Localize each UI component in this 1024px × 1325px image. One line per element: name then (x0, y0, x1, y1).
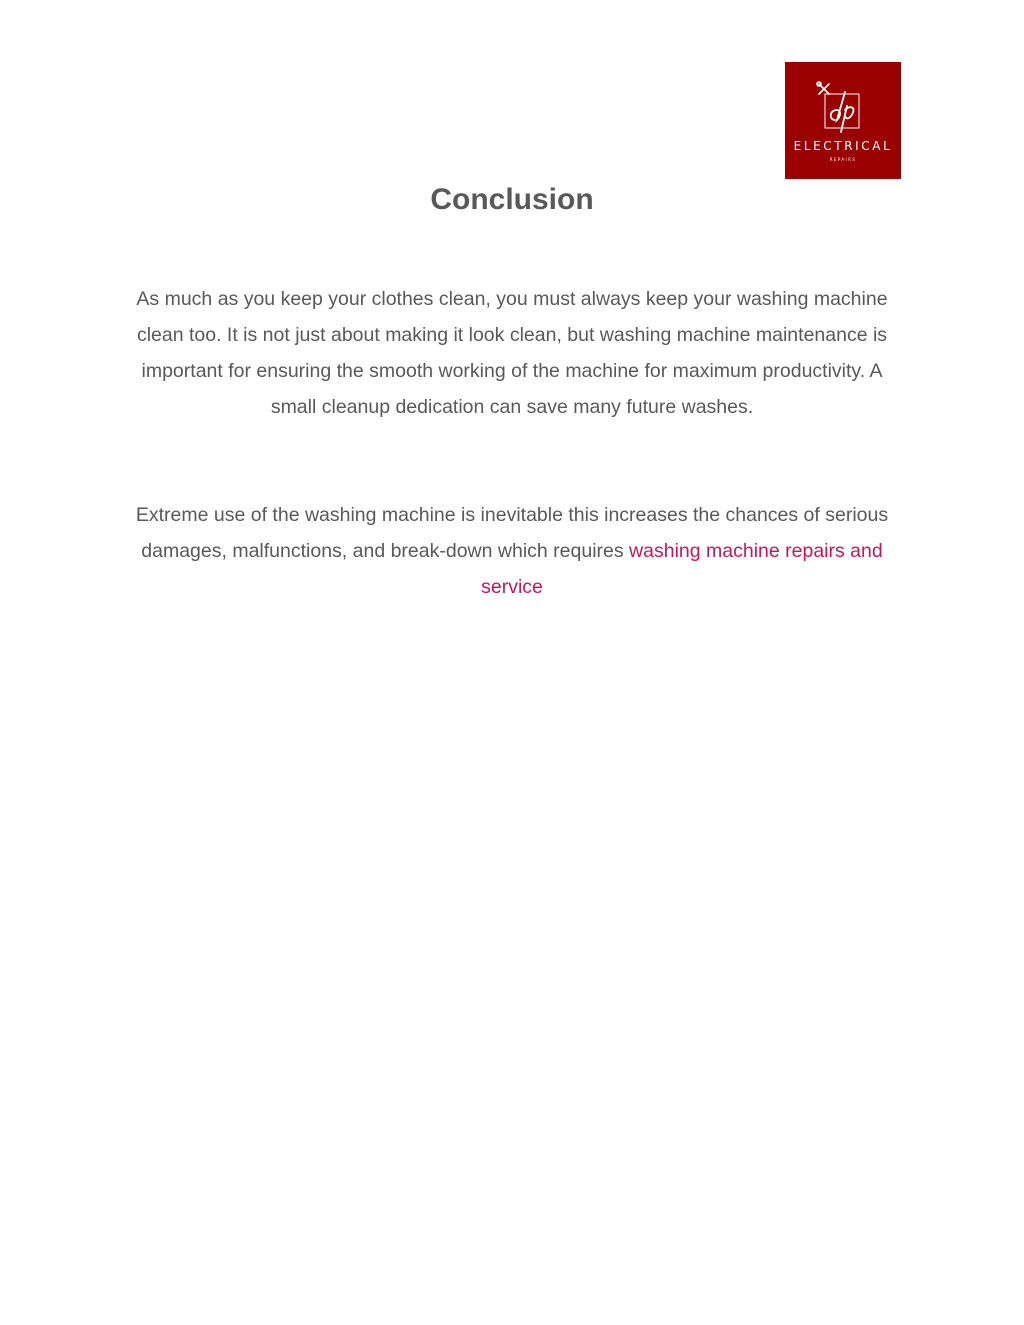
paragraph-repairs (120, 497, 904, 605)
paragraph-repairs-text: Extreme use of the washing machine is inevitable this increases the chances of serious damages, malfunctions, and break-down which requires (135, 504, 889, 562)
company-logo (785, 62, 901, 179)
logo-name: ELECTRICAL (793, 139, 893, 153)
paragraph-intro: As much as you keep your clothes clean, you must always keep your washing machine clean too. It is not just about making it look clean, but washing machine maintenance is important for ensuring the smooth working of the machine for maximum productivity. A small cleanup dedication can save many future washes. (136, 288, 888, 418)
logo-tagline: REPAIRS (829, 157, 857, 162)
page-title: Conclusion (430, 183, 594, 216)
tools-icon (817, 82, 829, 94)
repairs-service-link[interactable]: washing machine repairs and service (481, 540, 883, 598)
